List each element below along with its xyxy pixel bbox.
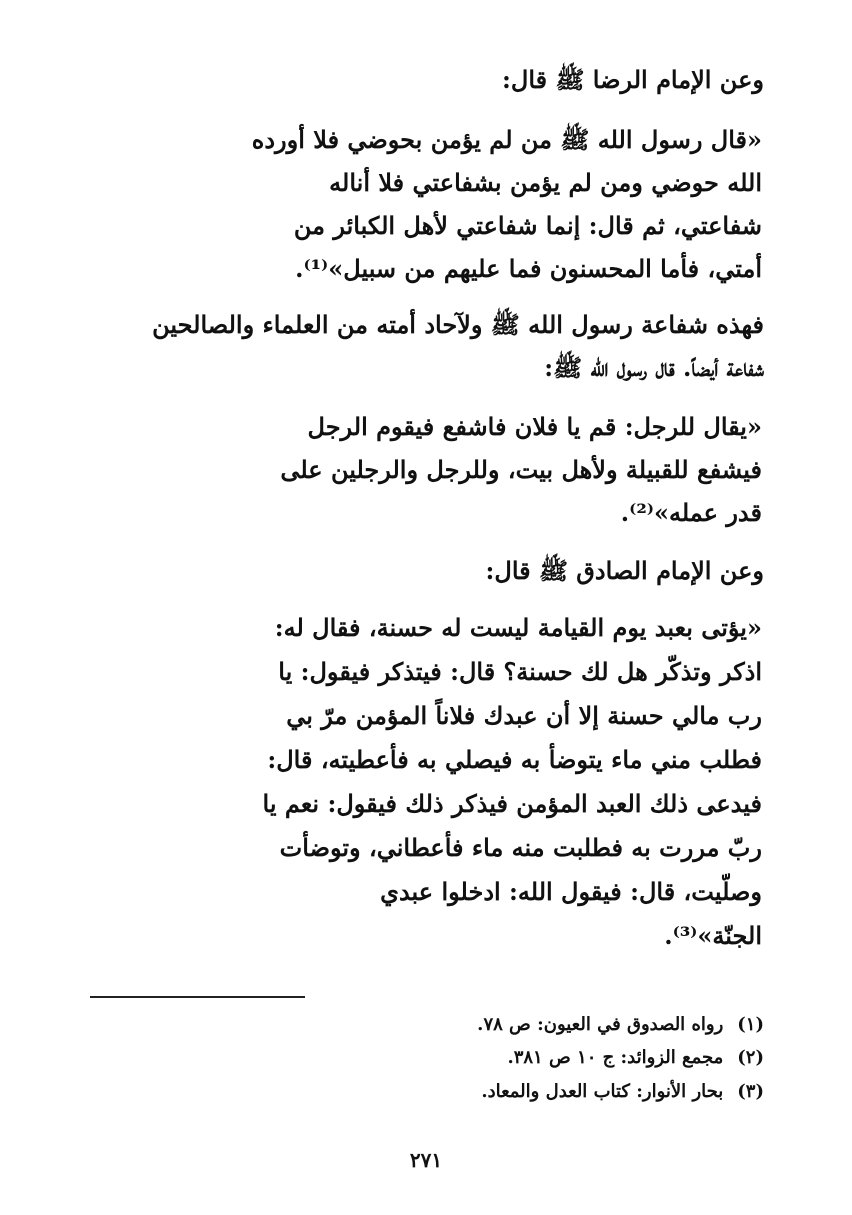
- commentary-line-1: فهذه شفاعة رسول الله ﷺ ولآحاد أمته من العلماء والصالحين: [152, 310, 764, 339]
- hadith-1-line-3: شفاعتي، ثم قال: إنما شفاعتي لأهل الكبائر من: [293, 211, 762, 240]
- hadith-2-line-3: قدر عمله»⁽²⁾.: [620, 498, 762, 527]
- hadith-1-line-1: «قال رسول الله ﷺ من لم يؤمن بحوضي فلا أورده: [251, 125, 762, 154]
- hadith-3-line-8: الجنّة»⁽³⁾.: [664, 921, 762, 950]
- hadith-2-line-1: «يقال للرجل: قم يا فلان فاشفع فيقوم الرجل: [307, 412, 762, 441]
- hadith-3-line-1: «يؤتى بعبد يوم القيامة ليست له حسنة، فقال له:: [274, 613, 762, 642]
- hadith-3-line-3: رب مالي حسنة إلا أن عبدك فلاناً المؤمن مرّ بي: [286, 701, 762, 730]
- footnote-3: [481, 1077, 764, 1107]
- intro-line-sadiq: وعن الإمام الصادق ﷺ قال:: [485, 556, 764, 585]
- footnote-1-text: رواه الصدوق في العيون: ص ٧٨.: [477, 1014, 724, 1035]
- hadith-3-line-6: ربّ مررت به فطلبت منه ماء فأعطاني، وتوضأت: [279, 833, 762, 862]
- footnote-2: [507, 1043, 764, 1073]
- hadith-1-line-2: الله حوضي ومن لم يؤمن بشفاعتي فلا أناله: [329, 168, 762, 197]
- hadith-3-line-7: وصلّيت، قال: فيقول الله: ادخلوا عبدي: [380, 877, 762, 906]
- footnote-3-number: (٣): [737, 1081, 764, 1102]
- footnote-3-text: بحار الأنوار: كتاب العدل والمعاد.: [481, 1081, 724, 1102]
- hadith-3-line-5: فيدعى ذلك العبد المؤمن فيذكر ذلك فيقول: نعم يا: [262, 789, 762, 818]
- page-number: ٢٧١: [409, 1148, 443, 1172]
- hadith-2-line-2: فيشفع للقبيلة ولأهل بيت، وللرجل والرجلين على: [280, 455, 762, 484]
- footnote-2-text: مجمع الزوائد: ج ١٠ ص ٣٨١.: [507, 1047, 724, 1068]
- hadith-3-line-2: اذكر وتذكّر هل لك حسنة؟ قال: فيتذكر فيقول: يا: [278, 657, 762, 686]
- footnote-1: [477, 1010, 764, 1040]
- footnote-separator: [90, 996, 305, 998]
- intro-line-rida: وعن الإمام الرضا ﷺ قال:: [502, 65, 764, 94]
- footnote-1-number: (١): [737, 1014, 764, 1035]
- hadith-1-line-4: أمتي، فأما المحسنون فما عليهم من سبيل»⁽¹⁾.: [295, 254, 762, 283]
- hadith-3-line-4: فطلب مني ماء يتوضأ به فيصلي به فأعطيته، قال:: [267, 745, 762, 774]
- footnote-2-number: (٢): [737, 1047, 764, 1068]
- commentary-line-2: شفاعة أيضاً. قال رسول الله ﷺ:: [544, 353, 764, 382]
